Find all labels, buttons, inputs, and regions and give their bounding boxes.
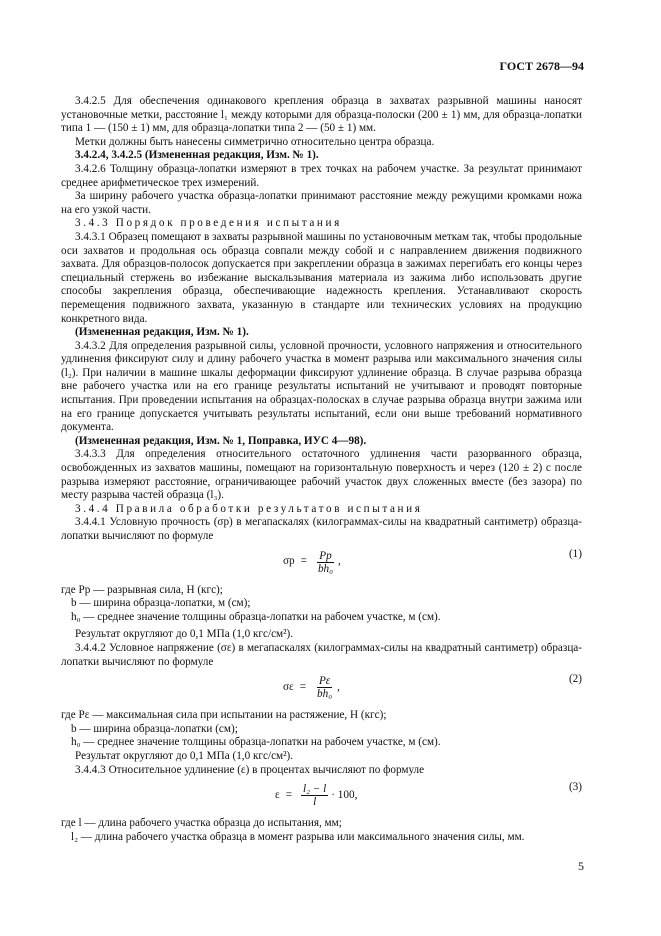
formula-number: (3) (568, 781, 582, 794)
amendment-note: (Измененная редакция, Изм. № 1, Поправка, ИУС 4—98). (75, 434, 367, 447)
rounding-note: Результат округляют до 0,1 МПа (1,0 кгс/см²). (75, 628, 294, 641)
section-heading-processing: 3.4.4 Правила обработки результатов испытания (75, 502, 423, 515)
paragraph-3-4-3-3: 3.4.3.3 Для определения относительного остаточного удлинения части разорванного образца, освобожденных из захватов машины, помещают на горизонтальную поверхность и через (120 ± 2) с после разрыва измеряют расстояние, ограничивающее рабочий участок двух сложенных вместе (без зазора) по месту разрыва частей образца (l₃). (61, 448, 582, 502)
definition-line: где l — длина рабочего участка образца до испытания, мм; (61, 817, 342, 830)
formula-number: (1) (568, 547, 582, 560)
denominator: bh₀ (317, 688, 333, 701)
definition-line: где Pр — разрывная сила, Н (кгс); (61, 583, 223, 596)
denominator: l (313, 796, 317, 809)
numerator: Pр (319, 549, 332, 562)
definition-line: h₀ — среднее значение толщины образца-лопатки на рабочем участке, м (см). (71, 736, 441, 749)
definition-line: h₀ — среднее значение толщины образца-лопатки на рабочем участке, м (см). (71, 610, 441, 623)
definition-line: b — ширина образца-лопатки (см); (71, 722, 238, 735)
page-body (61, 95, 582, 844)
paragraph-3-4-2-6: 3.4.2.6 Толщину образца-лопатки измеряют в трех точках на рабочем участке. За результат принимают среднее арифметическое трех измерений. (61, 162, 582, 189)
formula-eq: = (300, 555, 307, 568)
formula-2 (61, 669, 582, 709)
formula-tail: , (338, 555, 341, 568)
denominator: bh₀ (317, 562, 334, 575)
paragraph-3-4-4-3: 3.4.4.3 Относительное удлинение (ε) в процентах вычисляют по формуле (75, 763, 425, 776)
document-code: ГОСТ 2678—94 (499, 59, 584, 73)
paragraph-3-4-3-2: 3.4.3.2 Для определения разрывной силы, условной прочности, условного напряжения и относительного удлинения фиксируют силу и длину рабочего участка в момент разрыва или максимального значения силы (l₂). При наличии в машине шкалы деформации фиксируют удлинение образца. В случае разрыва образца вне рабочего участка или на его границе результаты испытаний не учитывают и проводят повторные испытания. При проведении испытания на образцах-полосках в случае разрыва образца внутри зажима или на его границе допускается учитывать результаты испытаний, если они выше требований нормативного документа. (61, 339, 582, 434)
rounding-note: Результат округляют до 0,1 МПа (1,0 кгс/см²). (75, 749, 294, 762)
paragraph-marks: Метки должны быть нанесены симметрично относительно центра образца. (75, 135, 435, 148)
formula-lhs: σε (283, 680, 294, 693)
paragraph-3-4-4-2: 3.4.4.2 Условное напряжение (σε) в мегапаскалях (килограммах-силы на квадратный сантиметр) образца-лопатки вычисляют по формуле (61, 641, 582, 668)
definition-line: где Pε — максимальная сила при испытании на растяжение, Н (кгс); (61, 709, 387, 722)
formula-lhs: σр (283, 555, 295, 568)
formula-tail: · 100, (331, 788, 358, 801)
formula-fraction (315, 675, 334, 700)
paragraph-width: За ширину рабочего участка образца-лопатки принимают расстояние между режущими кромками ножа на его узкой части. (61, 190, 582, 216)
formula-eq: = (299, 680, 307, 693)
formula-fraction (316, 550, 335, 575)
definition-line: l₂ — длина рабочего участка образца в момент разрыва или максимального значения силы, мм. (71, 830, 525, 843)
numerator: l₂ − l (303, 783, 327, 796)
formula-number: (2) (568, 673, 582, 686)
numerator: Pε (318, 675, 331, 688)
paragraph-3-4-3-1: 3.4.3.1 Образец помещают в захваты разрывной машины по установочным меткам так, чтобы продольные оси захватов и продольная ось образца совпали между собой и с направлением движения подвижного захвата. Для образцов-полосок допускается при закреплении образца в зажимах перегибать его концы через специальный стержень во избежание выскальзывания материала из зажима либо использовать другие способы закрепления образца, обеспечивающие надежность крепления. Устанавливают скорость перемещения подвижного захвата, указанную в стандарте или технических условиях на продукцию конкретного вида. (61, 230, 582, 325)
formula-fraction (301, 783, 328, 808)
formula-3 (61, 777, 582, 817)
formula-tail: , (337, 680, 340, 693)
formula-lhs: ε (275, 788, 280, 801)
page-number: 5 (578, 859, 584, 873)
section-heading-procedure: 3.4.3 Порядок проведения испытания (75, 217, 342, 230)
formula-eq: = (285, 788, 293, 801)
definition-line: b — ширина образца-лопатки, м (см); (71, 597, 251, 610)
paragraph-3-4-2-5: 3.4.2.5 Для обеспечения одинакового крепления образца в захватах разрывной машины наносят установочные метки, расстояние l₁ между которыми для образца-полоски (200 ± 1) мм, для образца-лопатки типа 1 — (150 ± 1) мм, для образца-лопатки типа 2 — (50 ± 1) мм. (61, 95, 582, 135)
amendment-note: 3.4.2.4, 3.4.2.5 (Измененная редакция, Изм. № 1). (75, 149, 319, 162)
amendment-note: (Измененная редакция, Изм. № 1). (75, 326, 249, 339)
paragraph-3-4-4-1: 3.4.4.1 Условную прочность (σр) в мегапаскалях (килограммах-силы на квадратный сантиметр) образца-лопатки вычисляют по формуле (61, 516, 582, 542)
formula-1 (61, 544, 582, 584)
